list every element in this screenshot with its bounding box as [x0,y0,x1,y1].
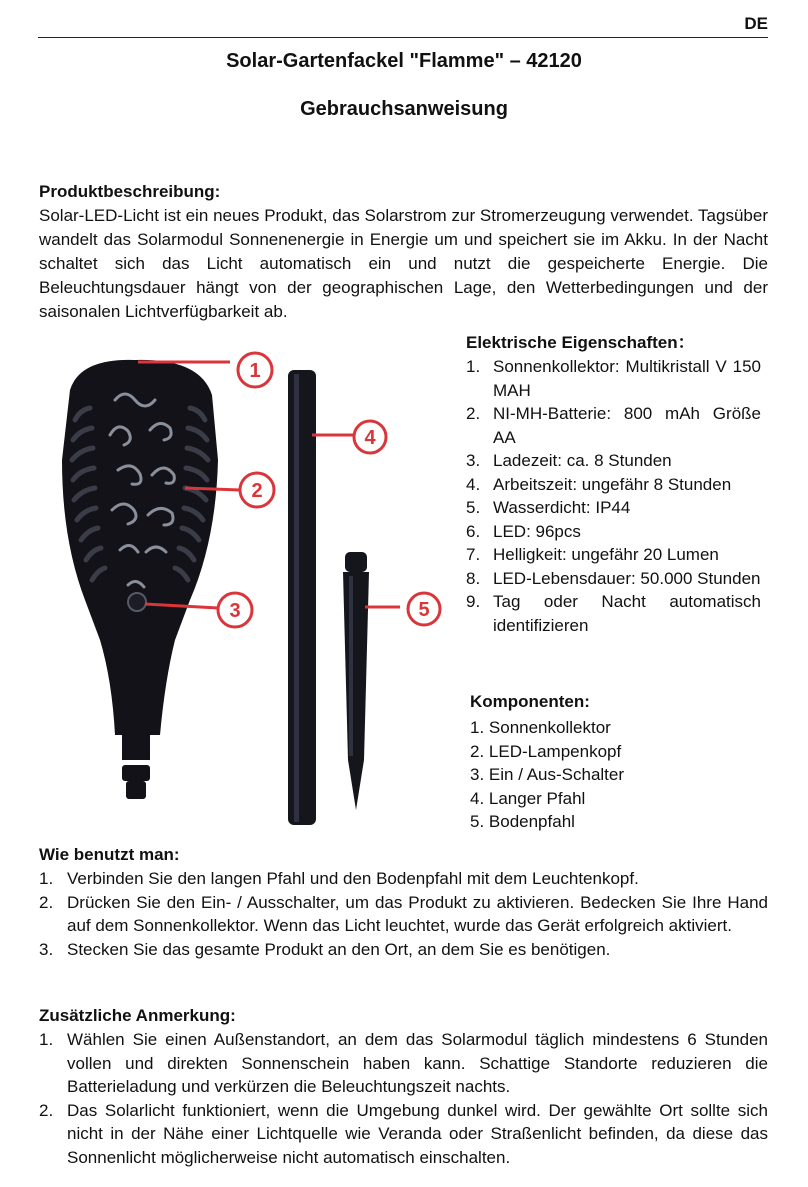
list-item: 4. Arbeitszeit: ungefähr 8 Stunden [466,474,732,494]
document-subtitle: Gebrauchsanweisung [300,98,508,120]
callout-4-label: 4 [364,427,376,449]
components-section [470,690,770,834]
list-item: 1. Sonnenkollektor: Multikristall V 150 MAH [466,357,761,400]
callout-3-label: 3 [229,600,241,622]
components-heading: Komponenten: [470,692,590,711]
list-item: 2. LED-Lampenkopf [470,741,622,761]
product-description-heading: Produktbeschreibung: [39,182,221,201]
callout-5-label: 5 [418,599,430,621]
ground-spike [343,552,369,810]
list-item: 3. Ein / Aus-Schalter [470,765,625,784]
list-item: 1. Sonnenkollektor [470,718,611,737]
how-to-use-heading: Wie benutzt man: [39,845,180,864]
switch-button [128,593,146,611]
list-item: 3. Stecken Sie das gesamte Produkt an den Ort, an dem Sie es benötigen. [39,939,611,959]
list-item: 6. LED: 96pcs [466,521,581,541]
torch-head [62,360,218,799]
list-item: 5. Bodenpfahl [470,812,575,831]
product-illustration [40,340,460,835]
list-item: 4. Langer Pfahl [470,788,586,808]
list-item: 8. LED-Lebensdauer: 50.000 Stunden [466,568,761,588]
list-item: 1. Wählen Sie einen Außenstandort, an dem das Solarmodul täglich mindestens 6 Stunden vollen und direkten Sonnenschein haben kann. Schattige Standorte reduzieren die Batterieladung und verkürzen die Beleuchtungszeit nachts. [39,1030,768,1096]
callout-1-label: 1 [249,360,261,382]
list-item: 3. Ladezeit: ca. 8 Stunden [466,451,672,470]
product-description-text: Solar-LED-Licht ist ein neues Produkt, das Solarstrom zur Stromerzeugung verwendet. Tagsüber wandelt das Solarmodul Sonnenenergie in Energie um und speichert sie im Akku. In der Nacht schaltet sich das Licht automatisch ein und nutzt die gespeicherte Energie. Die Beleuchtungsdauer hängt von der geographischen Lage, den Wetterbedingungen und der saisonalen Lichtverfügbarkeit ab. [39,206,768,321]
electrical-properties-section [466,331,761,637]
list-item: 5. Wasserdicht: IP44 [466,498,631,517]
list-item: 2. Das Solarlicht funktioniert, wenn die Umgebung dunkel wird. Der gewählte Ort sollte sich nicht in der Nähe einer Lichtquelle wie Veranda oder Straßenlicht befinden, da diese das Sonnenlicht möglicherweise nicht automatisch einschalten. [39,1100,768,1167]
language-code: DE [744,14,768,33]
header-rule [38,37,768,38]
list-item: 7. Helligkeit: ungefähr 20 Lumen [466,545,719,564]
long-stake [288,370,316,825]
list-item: 9. Tag oder Nacht automatisch identifizieren [466,592,761,635]
list-item: 2. Drücken Sie den Ein- / Ausschalter, um das Produkt zu aktivieren. Bedecken Sie Ihre Hand auf dem Sonnenkollektor. Wenn das Licht leuchtet, wurde das Gerät erfolgreich aktiviert. [39,892,768,935]
document-title: Solar-Gartenfackel "Flamme" – 42120 [226,50,582,72]
additional-notes-heading: Zusätzliche Anmerkung: [39,1006,236,1025]
electrical-properties-heading: Elektrische Eigenschaften： [466,333,695,352]
list-item: 2. NI-MH-Batterie: 800 mAh Größe AA [466,404,761,447]
additional-notes-section [39,1004,768,1169]
list-item: 1. Verbinden Sie den langen Pfahl und den Bodenpfahl mit dem Leuchtenkopf. [39,869,639,888]
product-description-section [39,180,768,324]
how-to-use-section [39,843,768,961]
callout-2-label: 2 [251,480,263,502]
